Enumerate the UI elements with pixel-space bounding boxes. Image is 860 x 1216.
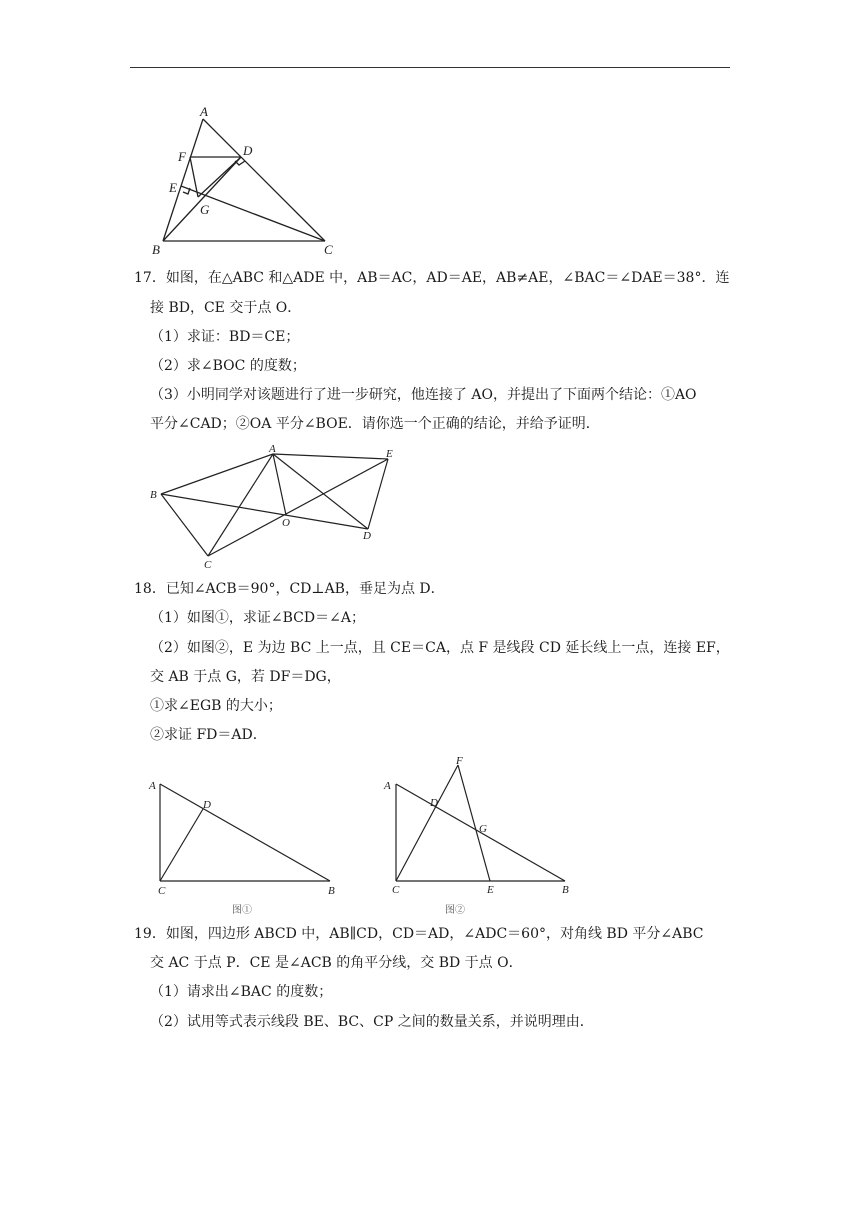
fig18-2-caption: 图② <box>445 905 465 916</box>
q18-line-6: ②求证 FD＝AD． <box>150 727 267 743</box>
fig16-label-A: A <box>200 104 208 119</box>
fig17-label-A: A <box>269 443 276 455</box>
q17-line-1: 17．如图，在△ABC 和△ADE 中，AB＝AC，AD＝AE，AB≠AE，∠BAC＝∠DAE＝38°．连 <box>134 270 730 286</box>
fig16-label-G: G <box>200 202 210 217</box>
fig17-label-C: C <box>204 559 212 570</box>
figure-q17 <box>140 440 410 570</box>
fig17-label-D: D <box>363 530 371 542</box>
q17-line-6: 平分∠CAD；②OA 平分∠BOE．请你选一个正确的结论，并给予证明． <box>150 416 600 432</box>
fig17-label-O: O <box>282 517 290 529</box>
q17-line-2: 接 BD，CE 交于点 O． <box>150 300 302 316</box>
fig16-label-B: B <box>152 242 160 257</box>
fig18-1-label-A: A <box>149 780 156 792</box>
figure-q16 <box>140 100 350 260</box>
q19-line-1: 19．如图，四边形 ABCD 中，AB∥CD，CD＝AD，∠ADC＝60°，对角线 BD 平分∠ABC <box>134 926 704 942</box>
figure-q18-2 <box>375 755 585 920</box>
figure-q18-1 <box>140 770 350 920</box>
q18-line-2: （1）如图①，求证∠BCD＝∠A； <box>150 610 365 626</box>
fig18-2-label-A: A <box>384 780 391 792</box>
fig18-2-label-B: B <box>562 884 569 896</box>
q19-line-4: （2）试用等式表示线段 BE、BC、CP 之间的数量关系，并说明理由． <box>150 1014 594 1030</box>
fig16-label-C: C <box>324 242 333 257</box>
fig16-label-D: D <box>243 143 253 158</box>
fig16-label-E: E <box>169 180 177 195</box>
fig18-2-label-E: E <box>487 884 494 896</box>
fig18-1-label-D: D <box>203 799 211 811</box>
fig17-label-B: B <box>150 489 157 501</box>
header-rule <box>130 67 730 68</box>
q18-line-3: （2）如图②，E 为边 BC 上一点，且 CE＝CA，点 F 是线段 CD 延长线上一点，连接 EF， <box>150 640 730 656</box>
fig18-1-label-B: B <box>328 885 335 897</box>
q19-line-2: 交 AC 于点 P．CE 是∠ACB 的角平分线，交 BD 于点 O． <box>150 955 523 971</box>
q17-line-5: （3）小明同学对该题进行了进一步研究，他连接了 AO，并提出了下面两个结论：①AO <box>150 387 697 403</box>
fig17-label-E: E <box>386 448 393 460</box>
q18-line-1: 18．已知∠ACB＝90°，CD⊥AB，垂足为点 D． <box>134 581 445 597</box>
q18-line-4: 交 AB 于点 G，若 DF＝DG， <box>150 669 341 685</box>
fig18-2-label-F: F <box>456 755 463 767</box>
q17-line-4: （2）求∠BOC 的度数； <box>150 358 306 374</box>
fig16-label-F: F <box>178 149 186 164</box>
q19-line-3: （1）请求出∠BAC 的度数； <box>150 984 333 1000</box>
q18-line-5: ①求∠EGB 的大小； <box>150 698 282 714</box>
fig18-2-label-D: D <box>430 797 438 809</box>
fig18-2-label-C: C <box>392 884 400 896</box>
fig18-1-caption: 图① <box>232 905 252 916</box>
fig18-1-label-C: C <box>158 885 166 897</box>
fig18-2-label-G: G <box>479 823 487 835</box>
q17-line-3: （1）求证：BD＝CE； <box>150 329 300 345</box>
